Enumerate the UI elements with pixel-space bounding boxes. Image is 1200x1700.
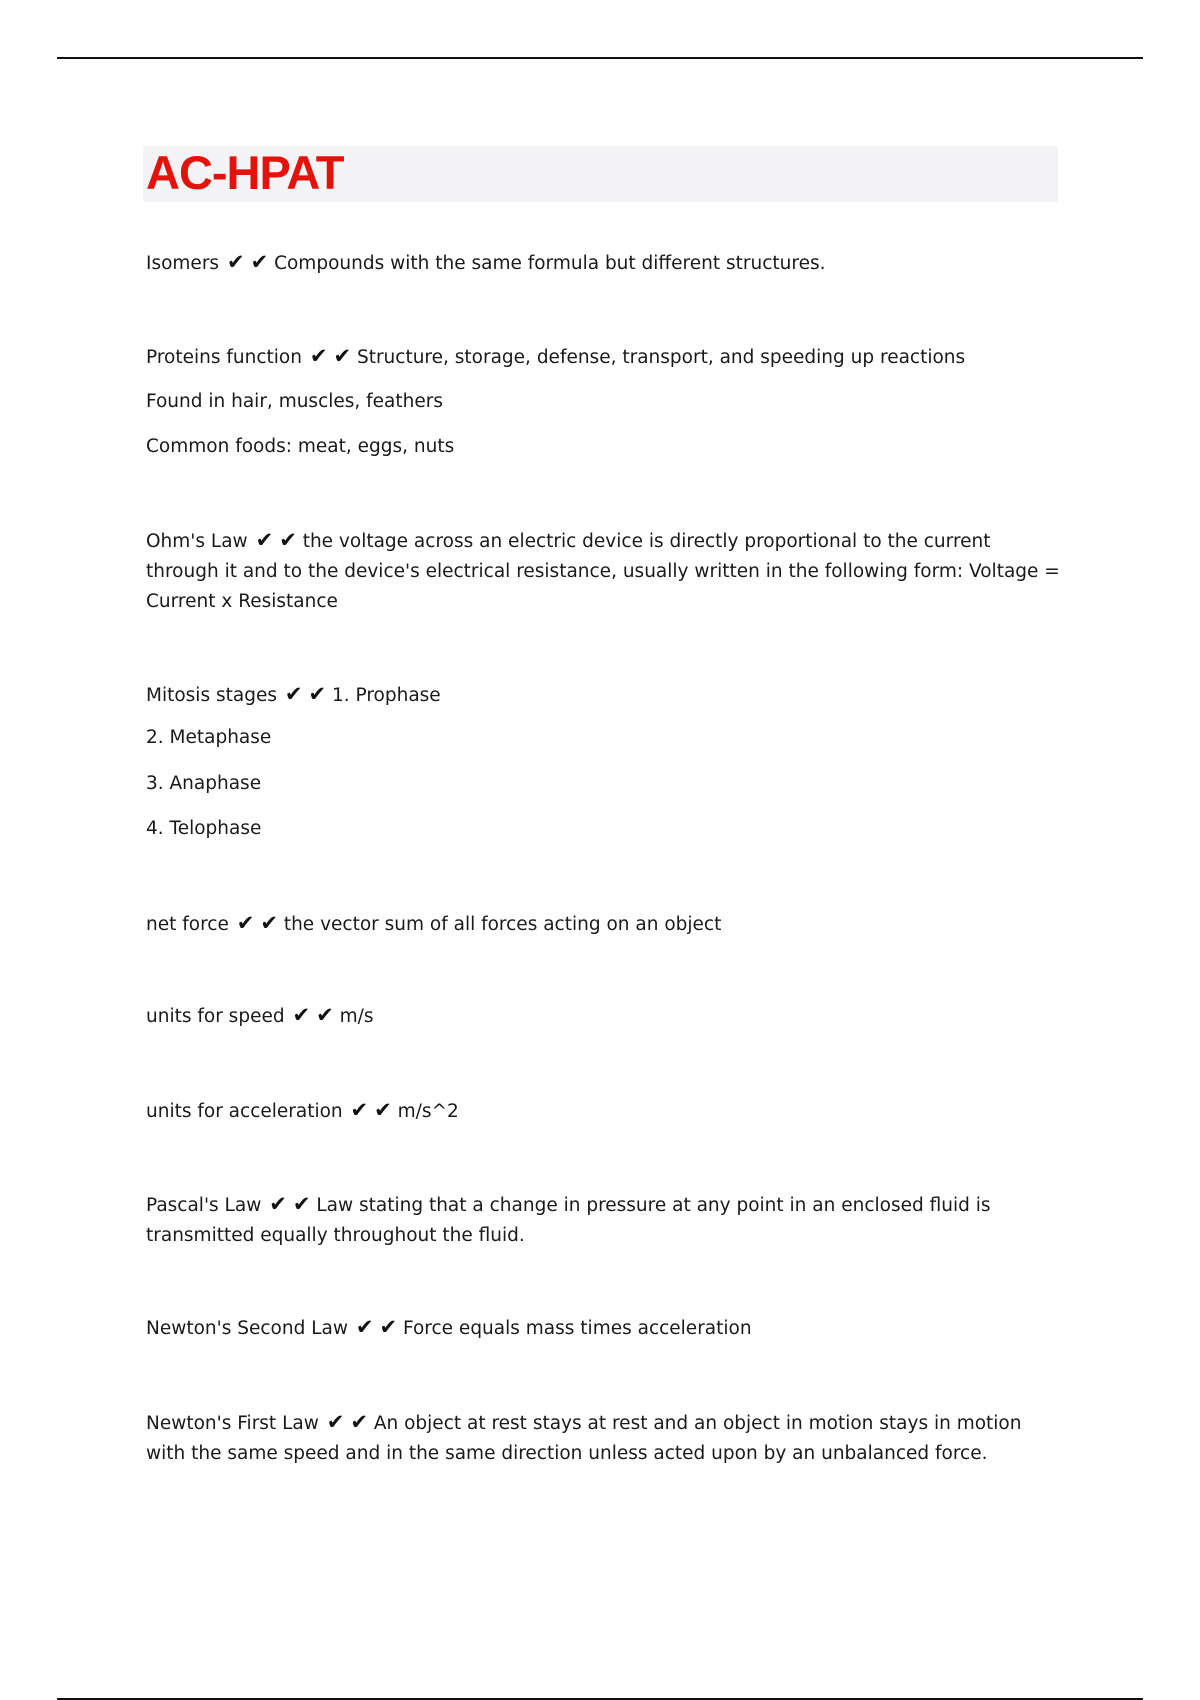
check-icon: ✔ [236, 911, 255, 935]
definition: the voltage across an electric device is directly proportional to the current through it and to the device's electrical resistance, usually written in the following form: Voltage = Current x Resistance [146, 531, 1060, 612]
check-icon: ✔ [379, 1315, 398, 1339]
term: Mitosis stages [146, 685, 277, 706]
definition: Law stating that a change in pressure at any point in an enclosed fluid is transmitted equally throughout the fluid. [146, 1195, 991, 1246]
term: Isomers [146, 253, 220, 274]
term: Newton's First Law [146, 1413, 319, 1434]
top-rule [57, 57, 1143, 59]
entry-net-force [146, 908, 721, 940]
entry-proteins-function [146, 341, 965, 373]
term: Pascal's Law [146, 1195, 262, 1216]
check-icon: ✔ [316, 1003, 334, 1027]
check-icon: ✔ [260, 911, 278, 935]
entry-newtons-first-law [146, 1407, 1066, 1469]
definition: Compounds with the same formula but different structures. [274, 253, 826, 274]
term: Newton's Second Law [146, 1318, 348, 1339]
entry-extra-line: 3. Anaphase [146, 773, 262, 794]
check-icon: ✔ [292, 1003, 311, 1027]
entry-extra-line: Common foods: meat, eggs, nuts [146, 436, 455, 457]
check-icon: ✔ [355, 1315, 374, 1339]
check-icon: ✔ [255, 528, 274, 552]
check-icon: ✔ [279, 528, 297, 552]
definition: An object at rest stays at rest and an object in motion stays in motion with the same speed and in the same direction unless acted upon by an unbalanced force. [146, 1413, 1022, 1464]
term: Proteins function [146, 347, 302, 368]
entry-extra-line: 4. Telophase [146, 818, 262, 839]
check-icon: ✔ [250, 250, 269, 274]
check-icon: ✔ [350, 1098, 369, 1122]
entry-units-for-acceleration [146, 1095, 459, 1127]
entry-units-for-speed [146, 1000, 373, 1032]
check-icon: ✔ [269, 1192, 287, 1216]
term: Ohm's Law [146, 531, 248, 552]
entry-isomers [146, 247, 825, 279]
definition: 1. Prophase [331, 685, 441, 706]
entry-extra-line: 2. Metaphase [146, 727, 272, 748]
definition: Force equals mass times acceleration [403, 1318, 752, 1339]
check-icon: ✔ [292, 1192, 311, 1216]
term: net force [146, 914, 229, 935]
check-icon: ✔ [284, 682, 303, 706]
entry-mitosis-stages [146, 679, 441, 711]
page-title: AC-HPAT [146, 146, 344, 199]
definition: Structure, storage, defense, transport, and speeding up reactions [356, 347, 966, 368]
check-icon: ✔ [350, 1410, 368, 1434]
check-icon: ✔ [308, 682, 327, 706]
check-icon: ✔ [309, 344, 328, 368]
entry-pascals-law [146, 1189, 1066, 1251]
definition: m/s [339, 1006, 374, 1027]
entry-extra-line: Found in hair, muscles, feathers [146, 391, 444, 412]
check-icon: ✔ [333, 344, 352, 368]
check-icon: ✔ [326, 1410, 345, 1434]
check-icon: ✔ [226, 250, 245, 274]
definition: m/s^2 [397, 1101, 459, 1122]
entry-ohms-law [146, 525, 1066, 617]
term: units for acceleration [146, 1101, 343, 1122]
definition: the vector sum of all forces acting on an object [283, 914, 722, 935]
term: units for speed [146, 1006, 285, 1027]
check-icon: ✔ [374, 1098, 392, 1122]
entry-newtons-second-law [146, 1312, 752, 1344]
